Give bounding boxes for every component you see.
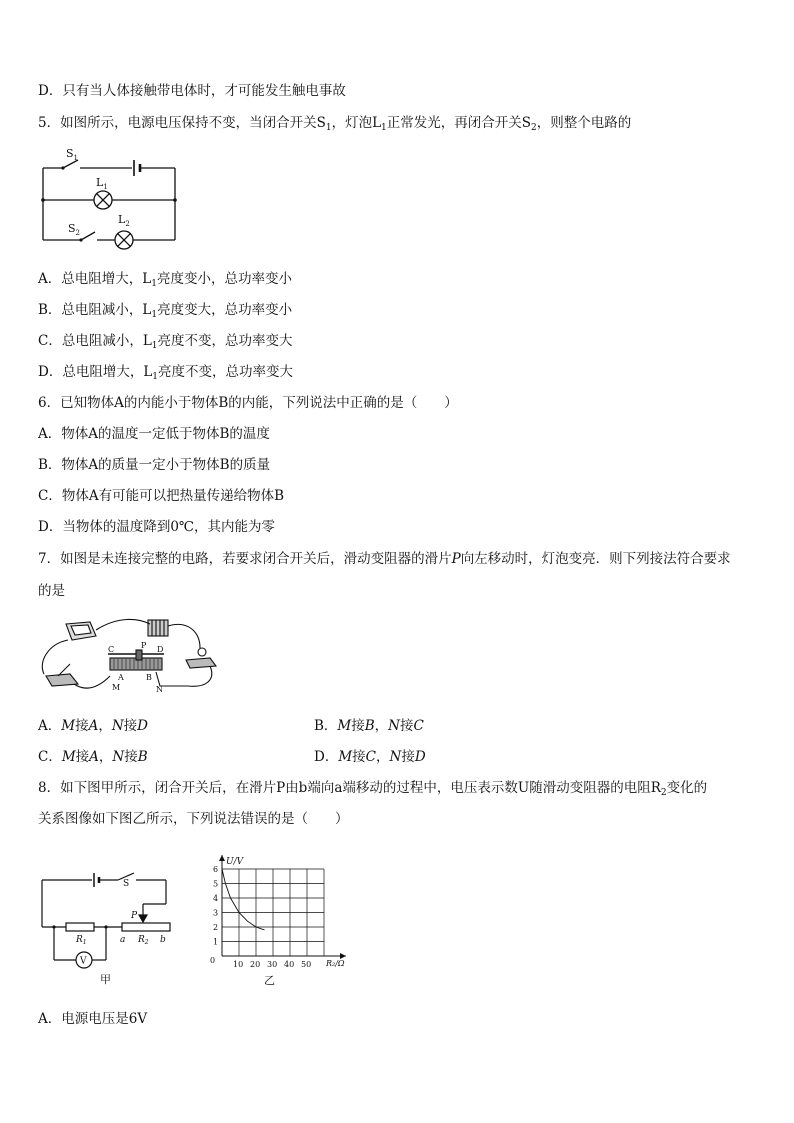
y-tick-label: 6: [213, 865, 219, 874]
q6-stem: 6．已知物体A的内能小于物体B的内能，下列说法中正确的是（ ）: [38, 395, 458, 411]
svg-text:C: C: [108, 645, 115, 654]
q6-option-a: A．物体A的温度一定低于物体B的温度: [38, 426, 270, 442]
q8-voltage-resistance-chart: [200, 852, 360, 992]
q7-option-b: B．M接B，N接C: [314, 718, 424, 734]
r1-label: $R_1$: [76, 935, 87, 946]
svg-text:P: P: [141, 641, 147, 650]
y-axis-arrow: [219, 855, 225, 861]
s2-label: $S_2$: [68, 222, 81, 237]
r1-resistor: [66, 923, 94, 931]
chart-caption: 乙: [264, 974, 275, 987]
svg-text:D: D: [157, 645, 164, 654]
q5-option-b: B．总电阻减小，$L_1$亮度变大，总功率变小: [38, 302, 293, 320]
q8-stem: 8．如下图甲所示，闭合开关后，在滑片P由b端向a端移动的过程中，电压表示数U随滑动变阻器的电阻$R_2$变化的: [38, 780, 708, 798]
lamp-base-icon: [186, 658, 216, 668]
figure-caption-jia: 甲: [100, 973, 111, 986]
q7-option-a: A．M接A，N接D: [38, 718, 148, 734]
chart-series-line: [222, 869, 265, 930]
y-tick-label: 1: [213, 937, 219, 947]
svg-text:V: V: [80, 956, 87, 967]
y-tick-label: 4: [213, 894, 219, 903]
q7-apparatus-diagram: [38, 614, 220, 696]
rheostat-slider-icon: [136, 650, 142, 660]
q6-option-b: B．物体A的质量一定小于物体B的质量: [38, 457, 271, 473]
q8-option-a: A．电源电压是6V: [38, 1011, 148, 1027]
svg-text:P: P: [131, 911, 138, 921]
q8-stem-line2: 关系图像如下图乙所示，下列说法错误的是（ ）: [38, 811, 349, 827]
q6-option-d: D．当物体的温度降到0℃，其内能为零: [38, 519, 276, 535]
l2-label: $L_2$: [118, 213, 130, 228]
q7-option-d: D．M接C，N接D: [314, 749, 426, 765]
chart-axes: [219, 855, 346, 959]
chart-xlabel: R₂/Ω: [326, 959, 345, 968]
q7-stem-line2: 的是: [38, 583, 65, 599]
q5-circuit-diagram: [36, 146, 186, 246]
r2-label: $R_2$: [138, 935, 149, 946]
svg-text:B: B: [146, 673, 152, 682]
x-tick-label: 10: [233, 960, 244, 969]
q5-option-a: A．总电阻增大，$L_1$亮度变小，总功率变小: [38, 271, 292, 289]
svg-text:N: N: [156, 685, 163, 694]
svg-text:M: M: [112, 683, 121, 692]
q4-option-d: D．只有当人体接触带电体时，才可能发生触电事故: [38, 83, 346, 99]
l1-label: $L_1$: [96, 176, 108, 191]
x-tick-label: 20: [250, 960, 261, 969]
switch-base-icon: [46, 674, 78, 686]
lamp-bulb-icon: [198, 648, 206, 656]
y-tick-label: 3: [213, 908, 219, 918]
q5-option-d: D．总电阻增大，$L_1$亮度不变，总功率变大: [38, 364, 294, 382]
chart-ylabel: U/V: [226, 857, 244, 867]
svg-text:A: A: [118, 673, 124, 682]
q5-stem: 5．如图所示，电源电压保持不变，当闭合开关$S_1$，灯泡$L_1$正常发光，再闭合开关$S_2$，则整个电路的: [38, 115, 632, 133]
y-tick-label: 2: [213, 923, 219, 932]
q6-option-c: C．物体A有可能可以把热量传递给物体B: [38, 488, 284, 504]
chart-origin-label: 0: [210, 956, 216, 965]
x-tick-label: 30: [267, 960, 278, 969]
x-tick-label: 40: [284, 960, 295, 969]
q7-stem: 7．如图是未连接完整的电路，若要求闭合开关后，滑动变阻器的滑片P向左移动时，灯泡变亮．则下列接法符合要求: [38, 551, 731, 567]
q8-circuit-diagram: [38, 868, 178, 988]
svg-text:b: b: [160, 935, 166, 945]
s1-label: $S_1$: [66, 147, 79, 162]
y-tick-label: 5: [213, 879, 219, 889]
x-tick-label: 50: [301, 960, 312, 969]
battery-pack-icon: [148, 620, 168, 636]
r2-resistor: [122, 923, 170, 931]
chart-grid: [222, 869, 324, 956]
svg-text:S: S: [123, 879, 130, 889]
q5-option-c: C．总电阻减小，$L_1$亮度不变，总功率变大: [38, 333, 293, 351]
svg-text:a: a: [120, 935, 126, 945]
q7-option-c: C．M接A，N接B: [38, 749, 148, 765]
s2-switch-blade: [81, 232, 95, 240]
